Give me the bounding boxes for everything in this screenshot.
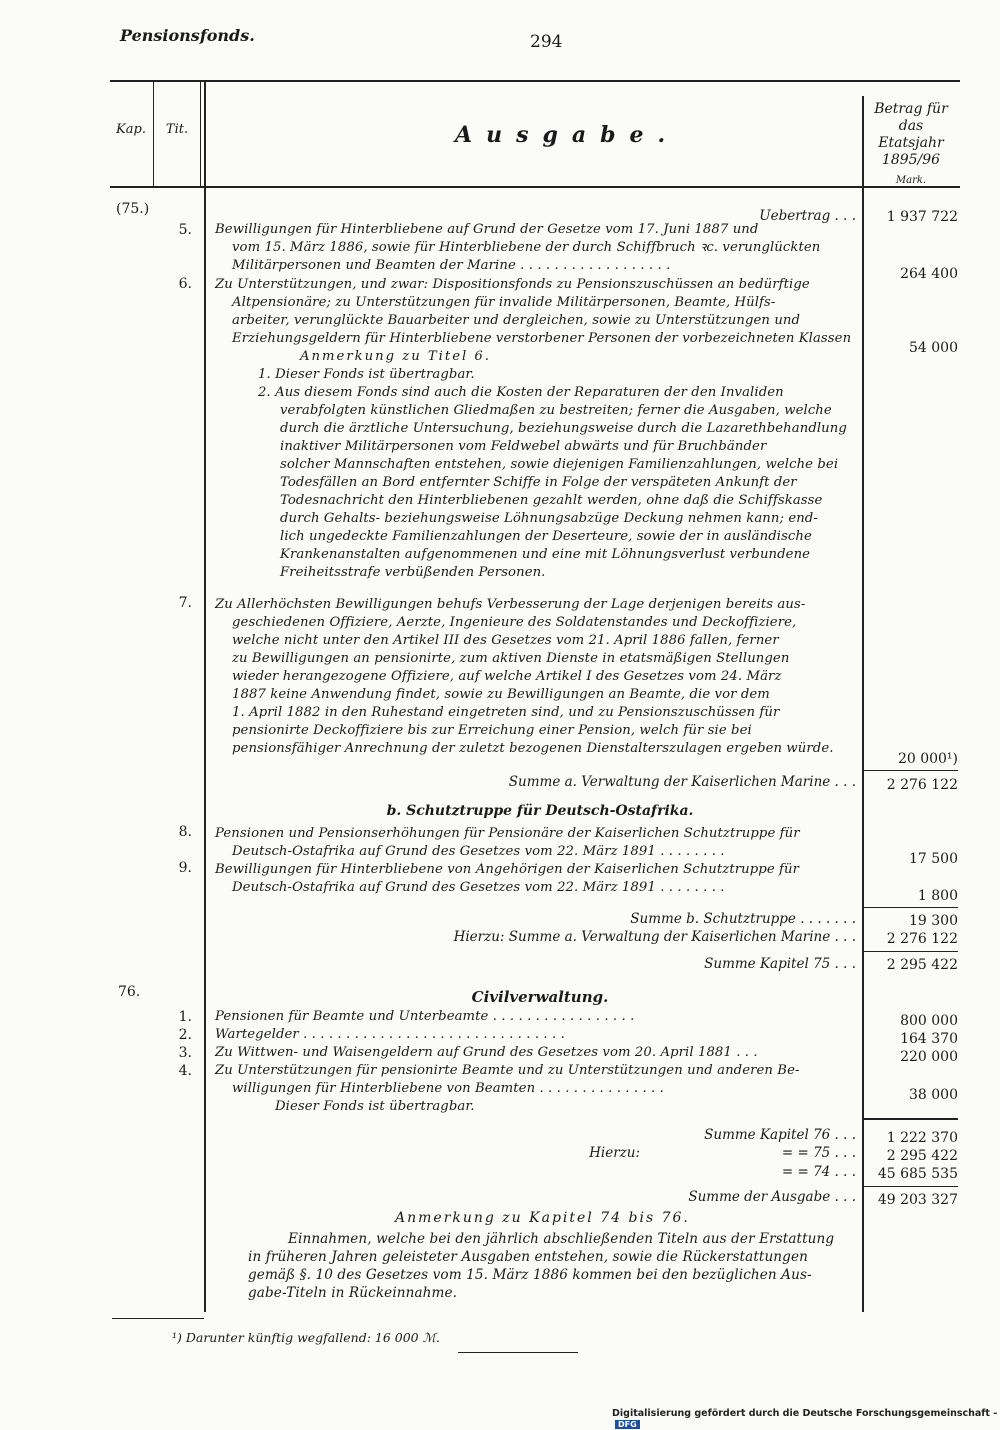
amount-header-line3: 1895/96: [881, 152, 941, 168]
titel-5-number: 5.: [178, 222, 192, 238]
titel-5-line1: Bewilligungen für Hinterbliebene auf Grund der Gesetze vom 17. Juni 1887 und: [215, 222, 759, 237]
titel-6-note-2k: Freiheitsstrafe verbüßenden Personen.: [280, 565, 546, 580]
amount-header: [866, 101, 956, 189]
page-number: 294: [530, 32, 563, 52]
kapitel-76-label: 76.: [118, 984, 141, 1000]
titel-6-note-2g: Todesnachricht den Hinterbliebenen gezahlt werden, ohne daß die Schiffskasse: [280, 493, 823, 508]
titel-7-line8: pensionirte Deckoffiziere bis zur Erreichung einer Pension, welch für sie bei: [232, 723, 752, 738]
titel-76-3-text: Zu Wittwen- und Waisengeldern auf Grund des Gesetzes vom 20. April 1881 . . .: [215, 1045, 758, 1060]
titel-9-line1: Bewilligungen für Hinterbliebene von Angehörigen der Kaiserlichen Schutztruppe für: [215, 862, 800, 877]
sum-k76-rule: [862, 1118, 958, 1120]
titel-76-2-number: 2.: [178, 1027, 192, 1043]
hierzu-a-label: Hierzu: Summe a. Verwaltung der Kaiserlichen Marine . . .: [453, 929, 856, 945]
titel-76-1-text: Pensionen für Beamte und Unterbeamte . . . . . . . . . . . . . . . . .: [215, 1009, 635, 1024]
sum-kapitel-75-label: Summe Kapitel 75 . . .: [704, 956, 856, 972]
titel-76-3-number: 3.: [178, 1045, 192, 1061]
titel-8-number: 8.: [178, 824, 192, 840]
titel-76-4-amount: 38 000: [909, 1087, 958, 1103]
titel-6-amount: 54 000: [909, 340, 958, 356]
titel-76-1-number: 1.: [178, 1009, 192, 1025]
titel-6-number: 6.: [178, 276, 192, 292]
sum-a-label: Summe a. Verwaltung der Kaiserlichen Marine . . .: [508, 774, 856, 790]
hierzu-74-label: = = 74 . . .: [781, 1164, 856, 1180]
carry-over-amount: 1 937 722: [886, 209, 958, 225]
sum-kapitel-75-amount: 2 295 422: [886, 957, 958, 973]
sum-a-rule: [862, 770, 958, 771]
sum-total-amount: 49 203 327: [877, 1192, 958, 1208]
titel-6-note-2j: Krankenanstalten aufgenommenen und eine mit Löhnungsverlust verbundene: [280, 547, 811, 562]
titel-7-line5: wieder herangezogene Offiziere, auf welche Artikel I des Gesetzes vom 24. März: [232, 669, 782, 684]
sum-a-amount: 2 276 122: [886, 777, 958, 793]
kap-column-divider: [153, 82, 154, 186]
footnote: ¹) Darunter künftig wegfallend: 16 000 ℳ.: [172, 1330, 440, 1345]
table-header-rule: [110, 186, 960, 188]
titel-6-note-2f: Todesfällen an Bord entfernter Schiffe in Folge der verspäteten Ankunft der: [280, 475, 797, 490]
titel-6-note-2e: solcher Mannschaften entstehen, sowie diejenigen Familienzahlungen, welche bei: [280, 457, 839, 472]
civilverwaltung-title: Civilverwaltung.: [471, 988, 609, 1006]
titel-7-line2: geschiedenen Offiziere, Aerzte, Ingenieure des Soldatenstandes und Deckoffiziere,: [232, 615, 797, 630]
section-b-title: b. Schutztruppe für Deutsch-Ostafrika.: [386, 803, 694, 819]
titel-6-note-2d: inaktiver Militärpersonen vom Feldwebel abwärts und für Bruchbänder: [280, 439, 767, 454]
titel-7-number: 7.: [178, 595, 192, 611]
titel-6-note-2a: 2. Aus diesem Fonds sind auch die Kosten der Reparaturen der den Invaliden: [258, 385, 784, 400]
titel-6-note-2h: durch Gehalts- beziehungsweise Löhnungsabzüge Deckung nehmen kann; end-: [280, 511, 818, 526]
titel-7-line4: zu Bewilligungen an pensionirte, zum aktiven Dienste in etatsmäßigen Stellungen: [232, 651, 790, 666]
running-header: Pensionsfonds.: [120, 26, 255, 45]
titel-9-number: 9.: [178, 860, 192, 876]
titel-9-line2: Deutsch-Ostafrika auf Grund des Gesetzes vom 22. März 1891 . . . . . . . .: [232, 880, 725, 895]
titel-6-line1: Zu Unterstützungen, und zwar: Dispositionsfonds zu Pensionszuschüssen an bedürftige: [215, 277, 810, 292]
titel-76-1-amount: 800 000: [900, 1013, 958, 1029]
sum-total-label: Summe der Ausgabe . . .: [688, 1189, 856, 1205]
titel-8-line1: Pensionen und Pensionserhöhungen für Pensionäre der Kaiserlichen Schutztruppe für: [215, 826, 800, 841]
titel-6-line4: Erziehungsgeldern für Hinterbliebene verstorbener Personen der vorbezeichneten Klassen: [232, 331, 852, 346]
titel-7-amount: 20 000¹): [897, 751, 958, 767]
kapitel-note-line1: Einnahmen, welche bei den jährlich abschließenden Titeln aus der Erstattung: [288, 1231, 835, 1247]
hierzu-75-amount: 2 295 422: [886, 1148, 958, 1164]
sum-b-label: Summe b. Schutztruppe . . . . . . .: [630, 911, 856, 927]
dfg-logo: DFG: [615, 1420, 640, 1429]
titel-76-4-line3: Dieser Fonds ist übertragbar.: [275, 1099, 475, 1114]
titel-7-line1: Zu Allerhöchsten Bewilligungen behufs Verbesserung der Lage derjenigen bereits aus-: [215, 597, 806, 612]
titel-8-amount: 17 500: [909, 851, 958, 867]
titel-7-line3: welche nicht unter den Artikel III des Gesetzes vom 21. April 1886 fallen, ferner: [232, 633, 779, 648]
table-top-rule: [110, 80, 960, 82]
kapitel-note-line3: gemäß §. 10 des Gesetzes vom 15. März 1886 kommen bei den bezüglichen Aus-: [248, 1267, 812, 1283]
tit-header: Tit.: [165, 122, 189, 137]
sum-b-rule: [862, 907, 958, 908]
titel-6-note-2b: verabfolgten künstlichen Gliedmaßen zu bestreiten; ferner die Ausgaben, welche: [280, 403, 832, 418]
titel-7-line7: 1. April 1882 in den Ruhestand eingetreten sind, und zu Pensionszuschüssen für: [232, 705, 780, 720]
sum-kapitel-76-label: Summe Kapitel 76 . . .: [704, 1127, 856, 1143]
amount-unit: Mark.: [895, 175, 927, 186]
text-column-divider: [204, 82, 206, 1312]
hierzu-75-label: = = 75 . . .: [781, 1145, 856, 1161]
sum-b-amount: 19 300: [909, 913, 958, 929]
titel-76-4-number: 4.: [178, 1063, 192, 1079]
kapitel-note-title: Anmerkung zu Kapitel 74 bis 76.: [395, 1210, 690, 1226]
titel-76-3-amount: 220 000: [900, 1049, 958, 1065]
kap-header: Kap.: [116, 122, 146, 137]
hierzu-label: Hierzu:: [589, 1145, 640, 1161]
titel-76-4-line2: willigungen für Hinterbliebene von Beamten . . . . . . . . . . . . . . .: [232, 1081, 664, 1096]
hierzu-a-amount: 2 276 122: [886, 931, 958, 947]
table-title: Ausgabe.: [455, 122, 680, 148]
titel-7-line9: pensionsfähiger Anrechnung der zuletzt bezogenen Dienstalterszulagen ergeben würde.: [232, 741, 834, 756]
titel-6-note-2c: durch die ärztliche Untersuchung, beziehungsweise durch die Lazarethbehandlung: [280, 421, 847, 436]
titel-6-note-title: Anmerkung zu Titel 6.: [300, 349, 491, 364]
sum-k75-rule: [862, 951, 958, 952]
footnote-trailing-rule: [458, 1352, 578, 1353]
sum-total-rule: [862, 1186, 958, 1187]
carry-over-label: Uebertrag . . .: [759, 208, 856, 224]
tit-column-divider: [200, 82, 201, 186]
titel-6-note-1: 1. Dieser Fonds ist übertragbar.: [258, 367, 475, 382]
titel-5-amount: 264 400: [900, 266, 958, 282]
titel-7-line6: 1887 keine Anwendung findet, sowie zu Bewilligungen an Beamte, die vor dem: [232, 687, 770, 702]
sum-kapitel-76-amount: 1 222 370: [886, 1130, 958, 1146]
titel-9-amount: 1 800: [917, 888, 958, 904]
titel-6-note-2i: lich ungedeckte Familienzahlungen der Deserteure, sowie der in ausländische: [280, 529, 812, 544]
titel-5-line3: Militärpersonen und Beamten der Marine . . . . . . . . . . . . . . . . . .: [232, 258, 671, 273]
kapitel-75-label: (75.): [116, 201, 150, 217]
kapitel-note-line4: gabe-Titeln in Rückeinnahme.: [248, 1285, 458, 1301]
titel-6-line3: arbeiter, verunglückte Bauarbeiter und dergleichen, sowie zu Unterstützungen und: [232, 313, 801, 328]
amount-header-line2: das Etatsjahr: [878, 118, 944, 151]
digitization-credit: [612, 1408, 1000, 1430]
amount-header-line1: Betrag für: [874, 101, 948, 117]
titel-6-line2: Altpensionäre; zu Unterstützungen für invalide Militärpersonen, Beamte, Hülfs-: [232, 295, 776, 310]
kapitel-note-line2: in früheren Jahren geleisteter Ausgaben entstehen, sowie die Rückerstattungen: [248, 1249, 808, 1265]
titel-76-2-amount: 164 370: [900, 1031, 958, 1047]
hierzu-74-amount: 45 685 535: [877, 1166, 958, 1182]
titel-5-line2: vom 15. März 1886, sowie für Hinterbliebene der durch Schiffbruch ꝛc. verunglückten: [232, 240, 821, 255]
titel-8-line2: Deutsch-Ostafrika auf Grund des Gesetzes vom 22. März 1891 . . . . . . . .: [232, 844, 725, 859]
footnote-rule: [112, 1318, 204, 1319]
titel-76-4-line1: Zu Unterstützungen für pensionirte Beamte und zu Unterstützungen und anderen Be-: [215, 1063, 800, 1078]
titel-76-2-text: Wartegelder . . . . . . . . . . . . . . . . . . . . . . . . . . . . . . .: [215, 1027, 565, 1042]
credit-text: Digitalisierung gefördert durch die Deutsche Forschungsgemeinschaft -: [612, 1408, 998, 1419]
